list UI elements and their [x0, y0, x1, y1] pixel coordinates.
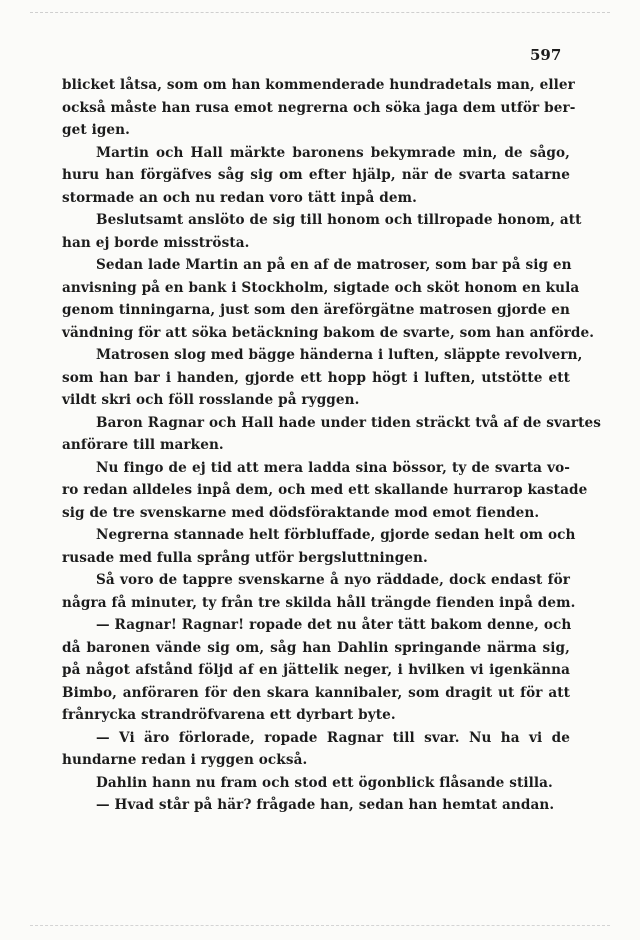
text-line: Negrerna stannade helt förbluffade, gjorde sedan helt om och: [96, 527, 576, 543]
text-line: — Hvad står på här? frågade han, sedan han hemtat andan.: [96, 797, 555, 813]
text-line: get igen.: [62, 122, 130, 138]
text-line: — Ragnar! Ragnar! ropade det nu åter tätt bakom denne, och: [96, 617, 572, 633]
text-line: Beslutsamt anslöto de sig till honom och tillropade honom, att: [96, 212, 582, 228]
text-line: sig de tre svenskarne med dödsföraktande mod emot fienden.: [62, 504, 540, 521]
bottom-scan-edge: [30, 925, 610, 926]
text-line: på något afstånd följd af en jättelik neger, i hvilken vi igenkänna: [62, 662, 570, 678]
text-line: hundarne redan i ryggen också.: [62, 752, 308, 768]
body-text: [62, 74, 602, 817]
text-line: några få minuter, ty från tre skilda håll trängde fienden inpå dem.: [62, 594, 576, 611]
text-line: rusade med fulla språng utför bergsluttningen.: [62, 549, 428, 566]
text-line: Baron Ragnar och Hall hade under tiden sträckt två af de svartes: [96, 414, 602, 431]
text-line: genom tinningarna, just som den äreförgätne matrosen gjorde en: [62, 302, 570, 318]
text-line: Sedan lade Martin an på en af de matroser, som bar på sig en: [96, 257, 572, 273]
text-line: frånrycka strandröfvarena ett dyrbart byte.: [62, 707, 396, 723]
top-scan-edge: [30, 12, 610, 13]
text-line: han ej borde misströsta.: [62, 234, 250, 251]
text-line: Så voro de tappre svenskarne å nyo räddade, dock endast för: [96, 572, 570, 588]
text-line: som han bar i handen, gjorde ett hopp högt i luften, utstötte ett: [62, 369, 570, 386]
text-line: Dahlin hann nu fram och stod ett ögonblick flåsande stilla.: [96, 774, 553, 791]
text-line: huru han förgäfves såg sig om efter hjälp, när de svarta satarne: [62, 167, 570, 183]
text-line: vändning för att söka betäckning bakom de svarte, som han anförde.: [62, 324, 595, 341]
text-line: — Vi äro förlorade, ropade Ragnar till svar. Nu ha vi de: [96, 729, 570, 746]
text-line: anvisning på en bank i Stockholm, sigtade och sköt honom en kula: [62, 279, 580, 296]
text-line: då baronen vände sig om, såg han Dahlin springande närma sig,: [62, 639, 570, 656]
page-number: 597: [530, 46, 562, 64]
text-line: Martin och Hall märkte baronens bekymrade min, de sågo,: [96, 144, 570, 161]
text-line: stormade an och nu redan voro tätt inpå dem.: [62, 189, 417, 206]
text-line: ro redan alldeles inpå dem, och med ett skallande hurrarop kastade: [62, 482, 588, 498]
text-line: Matrosen slog med bägge händerna i luften, släppte revolvern,: [96, 347, 583, 363]
text-line: anförare till marken.: [62, 437, 224, 453]
text-line: vildt skri och föll rosslande på ryggen.: [62, 392, 360, 408]
text-line: Nu fingo de ej tid att mera ladda sina bössor, ty de svarta vo-: [96, 459, 570, 476]
text-line: också måste han rusa emot negrerna och söka jaga dem utför ber-: [62, 99, 576, 116]
text-line: blicket låtsa, som om han kommenderade hundradetals man, eller: [62, 77, 575, 93]
text-line: Bimbo, anföraren för den skara kannibaler, som dragit ut för att: [62, 684, 570, 701]
